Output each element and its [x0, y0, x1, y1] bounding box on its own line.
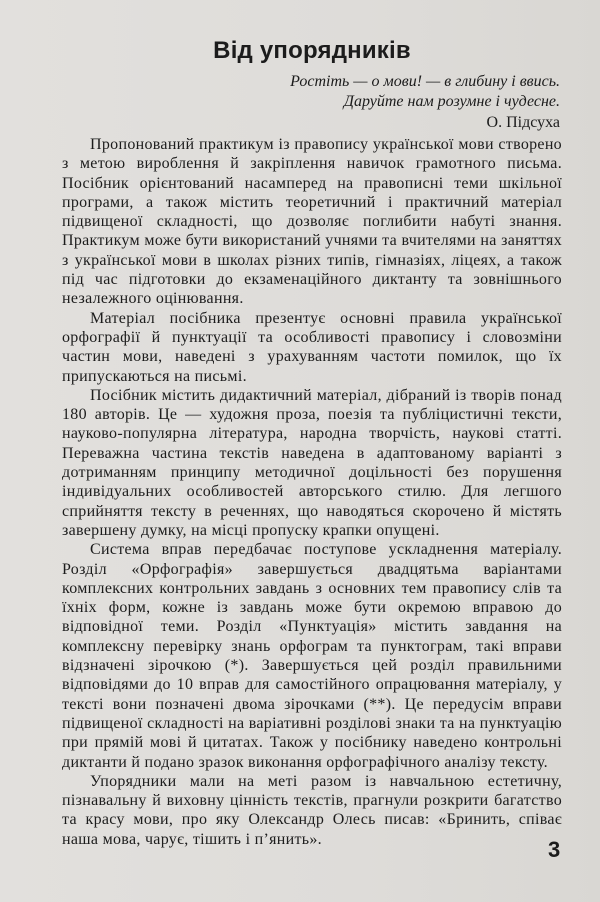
- epigraph-author: О. Підсуха: [486, 114, 560, 131]
- page-title: Від упорядників: [213, 37, 411, 64]
- paragraph: Матеріал посібника презентує основні правила української орфографії й пунктуації та особливості правопису і словозміни частин мови, наведені з урахуванням частоти помилок, що їх припускаються на письмі.: [62, 309, 562, 385]
- paragraph: Система вправ передбачає поступове ускладнення матеріалу. Розділ «Орфографія» завершується двадцятьма варіантами комплексних контрольних завдань з основних тем правопису слів та їхніх форм, кожне із завдань може бути окремою вправою до відповідної теми. Розділ «Пунктуація» містить завдання на комплексну перевірку знань орфограм та пунктограм, такі вправи відзначені зірочкою (*). Завершується цей розділ правильними відповідями до 10 вправ для самостійного опрацювання матеріалу, у тексті вони позначені двома зірочками (**). Це передусім вправи підвищеної складності на варіативні розділові знаки та на пунктуацію при прямій мові й цитатах. Також у посібнику наведено контрольні диктанти й подано зразок виконання орфографічного аналізу тексту.: [62, 541, 562, 771]
- page-content: [62, 36, 562, 849]
- paragraph: Пропонований практикум із правопису української мови створено з метою вироблення й закріплення навичок грамотного письма. Посібник орієнтований насамперед на правописні теми шкільної програми, а також містить теоретичний і практичний матеріал підвищеної складності, що дозволяє поглибити набуті знання. Практикум може бути використаний учнями та вчителями на заняттях з української мови в школах різних типів, гімназіях, ліцеях, а також під час підготовки до екзаменаційного диктанту та зовнішнього незалежного оцінювання.: [62, 136, 562, 308]
- page-number: 3: [548, 837, 561, 862]
- epigraph-line: Даруйте нам розумне і чудесне.: [343, 93, 560, 110]
- epigraph: [62, 72, 562, 112]
- epigraph-line: Ростіть — о мови! — в глибину і ввись.: [290, 73, 560, 90]
- paragraph: Упорядники мали на меті разом із навчальною естетичну, пізнавальну й виховну цінність текстів, прагнули розкрити багатство та красу мови, про яку Олександр Олесь писав: «Бринить, співає наша мова, чарує, тішить і п’янить».: [62, 772, 562, 848]
- paragraph: Посібник містить дидактичний матеріал, дібраний із творів понад 180 авторів. Це — художня проза, поезія та публіцистичні тексти, науково-популярна література, народна творчість, наукові статті. Переважна частина текстів наведена в адаптованому варіанті з дотриманням принципу методичної доцільності без порушення індивідуальних особливостей авторського стилю. Для легшого сприйняття тексту в реченнях, що наводяться скорочено й містять завершену думку, на місці пропуску крапки опущені.: [62, 386, 562, 539]
- body-text: [62, 135, 562, 849]
